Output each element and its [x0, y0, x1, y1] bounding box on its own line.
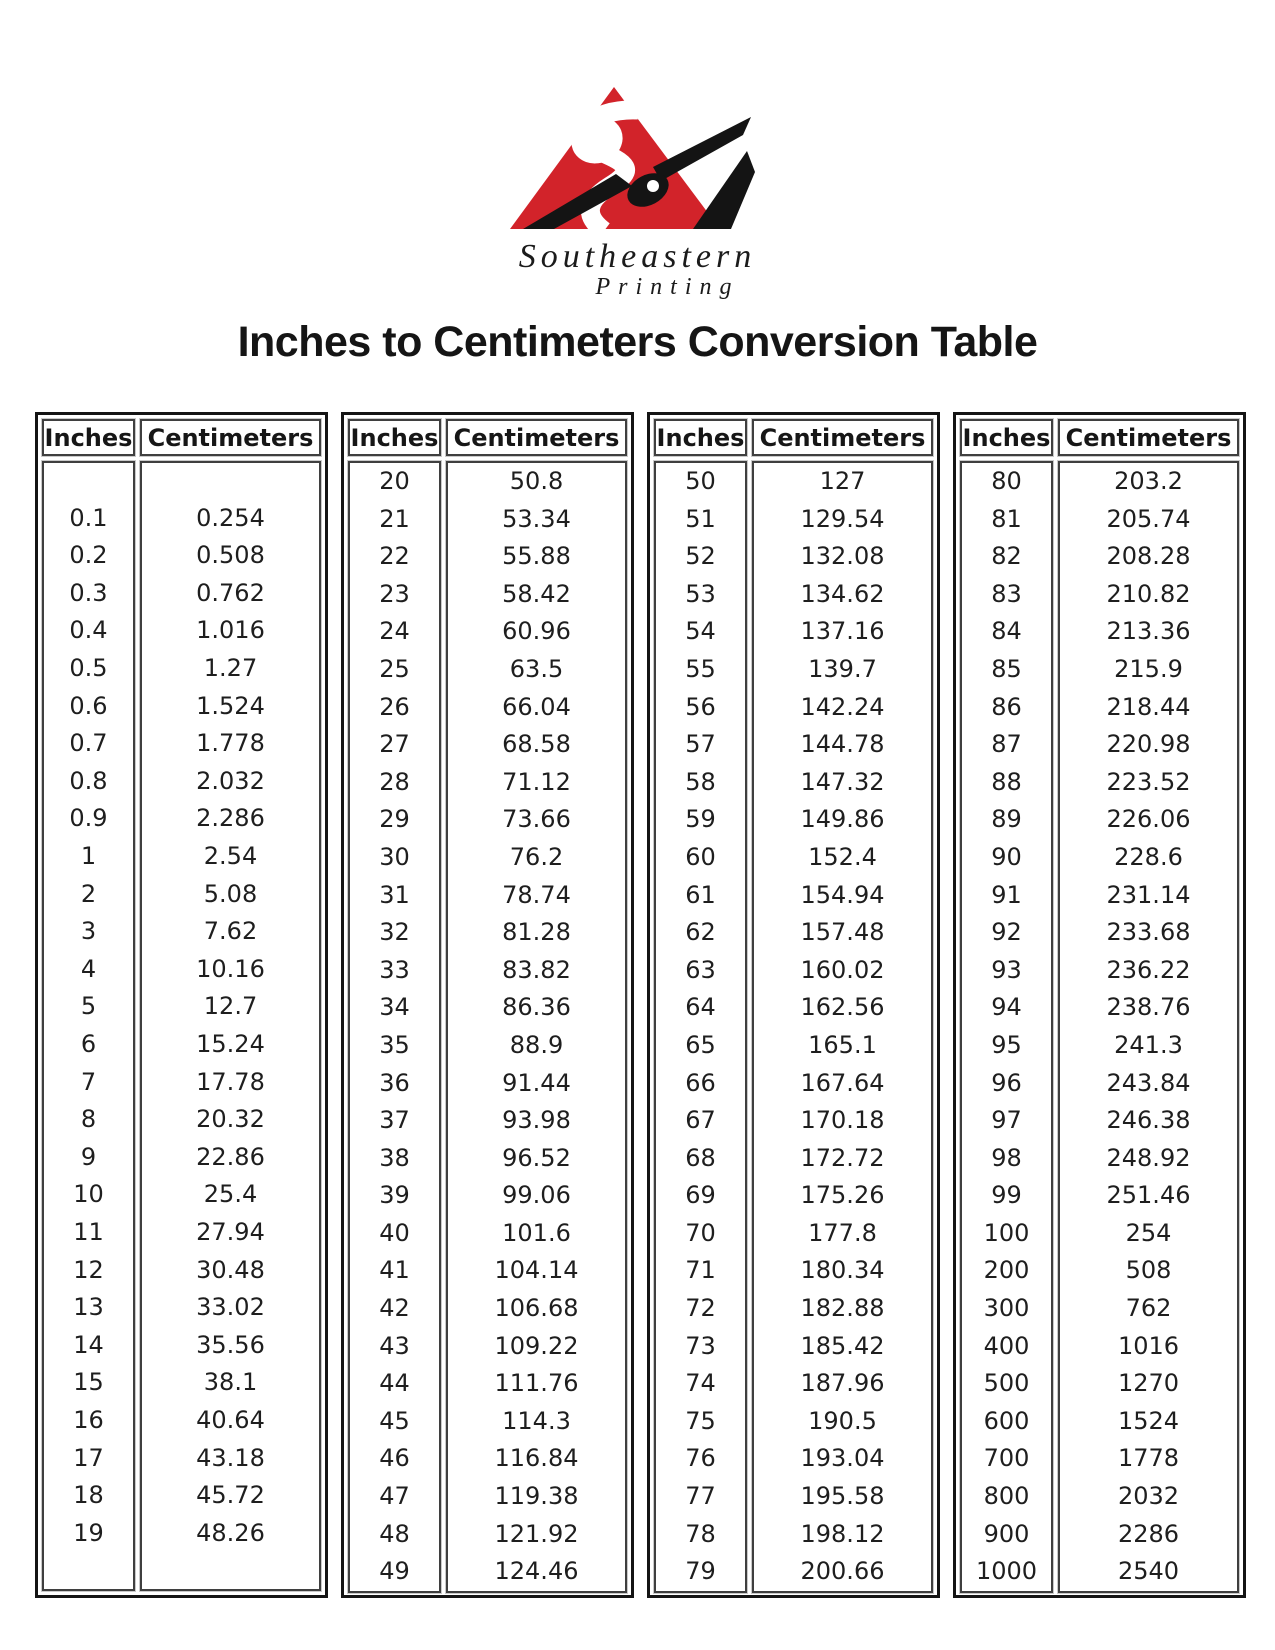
inches-value: 42	[379, 1294, 410, 1323]
inches-value: 700	[983, 1444, 1030, 1473]
inches-value: 0.9	[69, 804, 108, 833]
centimeters-value: 119.38	[494, 1482, 579, 1511]
logo-inner	[488, 68, 788, 300]
inches-value: 18	[73, 1481, 104, 1510]
centimeters-value: 762	[1125, 1294, 1172, 1323]
inches-value: 85	[991, 654, 1022, 683]
table-header-row	[960, 419, 1239, 456]
centimeters-value: 1524	[1117, 1406, 1180, 1435]
centimeters-value: 124.46	[494, 1557, 579, 1586]
inches-value: 68	[685, 1143, 716, 1172]
page-title: Inches to Centimeters Conversion Table	[237, 318, 1038, 366]
centimeters-value: 12.7	[203, 992, 258, 1021]
logo-tagline: Printing	[595, 274, 740, 300]
inches-value: 5	[80, 992, 97, 1021]
centimeters-value: 71.12	[502, 767, 571, 796]
inches-value: 45	[379, 1406, 410, 1435]
inches-value: 40	[379, 1218, 410, 1247]
inches-value: 500	[983, 1369, 1030, 1398]
centimeters-header: Centimeters	[140, 419, 321, 456]
centimeters-header: Centimeters	[1058, 419, 1239, 456]
inches-value: 10	[73, 1180, 104, 1209]
centimeters-value: 182.88	[800, 1294, 885, 1323]
centimeters-value: 30.48	[196, 1255, 265, 1284]
inches-value: 99	[991, 1181, 1022, 1210]
inches-value: 100	[983, 1218, 1030, 1247]
centimeters-value: 1.778	[196, 729, 265, 758]
centimeters-value: 233.68	[1106, 918, 1191, 947]
centimeters-value: 154.94	[800, 880, 885, 909]
inches-value: 0.6	[69, 691, 108, 720]
inches-value: 30	[379, 842, 410, 871]
inches-value: 9	[80, 1142, 97, 1171]
inches-header: Inches	[960, 419, 1053, 456]
inches-value: 0.2	[69, 541, 108, 570]
centimeters-header: Centimeters	[752, 419, 933, 456]
inches-value: 37	[379, 1106, 410, 1135]
centimeters-value: 2032	[1117, 1482, 1180, 1511]
centimeters-value: 248.92	[1106, 1143, 1191, 1172]
inches-value: 75	[685, 1406, 716, 1435]
centimeters-value: 152.4	[808, 842, 877, 871]
table-body-row	[348, 461, 627, 1593]
centimeters-value: 1270	[1117, 1369, 1180, 1398]
inches-value: 26	[379, 692, 410, 721]
centimeters-value: 193.04	[800, 1444, 885, 1473]
centimeters-value: 147.32	[800, 767, 885, 796]
centimeters-value: 20.32	[196, 1105, 265, 1134]
conversion-table-1	[35, 412, 328, 1598]
conversion-tables	[35, 412, 1246, 1598]
centimeters-value: 81.28	[502, 918, 571, 947]
inches-value: 0.5	[69, 654, 108, 683]
centimeters-value: 220.98	[1106, 730, 1191, 759]
centimeters-value: 76.2	[509, 842, 564, 871]
table-body-row	[960, 461, 1239, 1593]
inches-value: 64	[685, 993, 716, 1022]
inches-value: 2	[80, 879, 97, 908]
inches-value: 17	[73, 1443, 104, 1472]
inches-value: 61	[685, 880, 716, 909]
inches-value: 66	[685, 1068, 716, 1097]
logo-company-name: Southeastern	[518, 238, 757, 275]
centimeters-value: 1016	[1117, 1331, 1180, 1360]
inches-value: 93	[991, 955, 1022, 984]
inches-value: 47	[379, 1482, 410, 1511]
centimeters-value: 2.54	[203, 842, 258, 871]
centimeters-value: 50.8	[509, 467, 564, 495]
centimeters-value: 236.22	[1106, 955, 1191, 984]
inches-value: 39	[379, 1181, 410, 1210]
centimeters-value: 121.92	[494, 1519, 579, 1548]
inches-value: 79	[685, 1557, 716, 1586]
inches-value: 28	[379, 767, 410, 796]
centimeters-value: 195.58	[800, 1482, 885, 1511]
inches-value: 88	[991, 767, 1022, 796]
inches-value: 73	[685, 1331, 716, 1360]
inches-value: 0.7	[69, 729, 108, 758]
inches-column	[960, 461, 1053, 1593]
inches-value: 95	[991, 1030, 1022, 1059]
centimeters-value: 17.78	[196, 1067, 265, 1096]
centimeters-value: 203.2	[1114, 467, 1183, 495]
inches-value: 59	[685, 805, 716, 834]
inches-value: 82	[991, 542, 1022, 571]
centimeters-value: 40.64	[196, 1405, 265, 1434]
inches-value: 76	[685, 1444, 716, 1473]
inches-value: 22	[379, 542, 410, 571]
centimeters-value: 33.02	[196, 1293, 265, 1322]
inches-value: 94	[991, 993, 1022, 1022]
inches-header: Inches	[654, 419, 747, 456]
centimeters-value: 1.524	[196, 691, 265, 720]
centimeters-value: 10.16	[196, 954, 265, 983]
centimeters-value: 223.52	[1106, 767, 1191, 796]
inches-value: 16	[73, 1405, 104, 1434]
inches-value: 67	[685, 1106, 716, 1135]
centimeters-value: 114.3	[502, 1406, 571, 1435]
inches-value: 96	[991, 1068, 1022, 1097]
inches-value: 24	[379, 617, 410, 646]
centimeters-value: 228.6	[1114, 842, 1183, 871]
centimeters-value: 254	[1125, 1218, 1172, 1247]
inches-value: 58	[685, 767, 716, 796]
inches-value: 74	[685, 1369, 716, 1398]
inches-value: 54	[685, 617, 716, 646]
centimeters-value: 144.78	[800, 730, 885, 759]
centimeters-value: 238.76	[1106, 993, 1191, 1022]
centimeters-column	[1058, 461, 1239, 1593]
inches-value: 63	[685, 955, 716, 984]
inches-value: 8	[80, 1105, 97, 1134]
inches-value: 0.8	[69, 766, 108, 795]
table-header-row	[42, 419, 321, 456]
centimeters-value: 1.016	[196, 616, 265, 645]
centimeters-value: 116.84	[494, 1444, 579, 1473]
table-body-row	[42, 461, 321, 1591]
centimeters-value: 53.34	[502, 504, 571, 533]
centimeters-value: 134.62	[800, 579, 885, 608]
inches-value: 38	[379, 1143, 410, 1172]
inches-value: 87	[991, 730, 1022, 759]
centimeters-value: 157.48	[800, 918, 885, 947]
inches-value: 50	[685, 467, 716, 495]
conversion-table-4	[953, 412, 1246, 1598]
centimeters-value: 208.28	[1106, 542, 1191, 571]
inches-column	[654, 461, 747, 1593]
inches-column	[42, 461, 135, 1591]
inches-value: 78	[685, 1519, 716, 1548]
inches-value: 23	[379, 579, 410, 608]
centimeters-value: 185.42	[800, 1331, 885, 1360]
inches-value: 43	[379, 1331, 410, 1360]
centimeters-value: 210.82	[1106, 579, 1191, 608]
inches-value: 34	[379, 993, 410, 1022]
centimeters-value: 241.3	[1114, 1030, 1183, 1059]
centimeters-value: 99.06	[502, 1181, 571, 1210]
centimeters-value: 167.64	[800, 1068, 885, 1097]
inches-value: 98	[991, 1143, 1022, 1172]
centimeters-value: 180.34	[800, 1256, 885, 1285]
centimeters-value: 104.14	[494, 1256, 579, 1285]
inches-header: Inches	[348, 419, 441, 456]
table-body-row	[654, 461, 933, 1593]
centimeters-value: 215.9	[1114, 654, 1183, 683]
inches-value: 11	[73, 1217, 104, 1246]
centimeters-value: 93.98	[502, 1106, 571, 1135]
centimeters-value: 198.12	[800, 1519, 885, 1548]
inches-value: 35	[379, 1030, 410, 1059]
centimeters-value: 205.74	[1106, 504, 1191, 533]
inches-value: 70	[685, 1218, 716, 1247]
inches-value: 69	[685, 1181, 716, 1210]
inches-header: Inches	[42, 419, 135, 456]
inches-value: 86	[991, 692, 1022, 721]
centimeters-value: 2540	[1117, 1557, 1180, 1586]
inches-value: 44	[379, 1369, 410, 1398]
inches-value: 57	[685, 730, 716, 759]
centimeters-value: 66.04	[502, 692, 571, 721]
southeastern-printing-logo	[0, 68, 1275, 300]
inches-value: 14	[73, 1330, 104, 1359]
centimeters-value: 25.4	[203, 1180, 258, 1209]
inches-value: 49	[379, 1557, 410, 1586]
centimeters-value: 83.82	[502, 955, 571, 984]
inches-value: 19	[73, 1518, 104, 1547]
centimeters-value: 96.52	[502, 1143, 571, 1172]
centimeters-value: 213.36	[1106, 617, 1191, 646]
inches-value: 400	[983, 1331, 1030, 1360]
inches-value: 0.3	[69, 578, 108, 607]
inches-value: 72	[685, 1294, 716, 1323]
inches-value: 3	[80, 917, 97, 946]
inches-value: 52	[685, 542, 716, 571]
inches-value: 60	[685, 842, 716, 871]
centimeters-value: 162.56	[800, 993, 885, 1022]
centimeters-value: 60.96	[502, 617, 571, 646]
centimeters-value: 187.96	[800, 1369, 885, 1398]
inches-value: 12	[73, 1255, 104, 1284]
centimeters-value: 48.26	[196, 1518, 265, 1547]
inches-value: 1000	[975, 1557, 1038, 1586]
centimeters-value: 190.5	[808, 1406, 877, 1435]
inches-value: 4	[80, 954, 97, 983]
centimeters-value: 132.08	[800, 542, 885, 571]
centimeters-value: 142.24	[800, 692, 885, 721]
inches-value: 25	[379, 654, 410, 683]
inches-value: 0.1	[69, 503, 108, 532]
centimeters-value: 38.1	[203, 1368, 258, 1397]
centimeters-value: 2.286	[196, 804, 265, 833]
centimeters-value: 5.08	[203, 879, 258, 908]
inches-value: 41	[379, 1256, 410, 1285]
inches-value: 84	[991, 617, 1022, 646]
centimeters-value: 86.36	[502, 993, 571, 1022]
centimeters-value: 7.62	[203, 917, 258, 946]
centimeters-value: 88.9	[509, 1030, 564, 1059]
centimeters-value: 200.66	[800, 1557, 885, 1586]
centimeters-value: 129.54	[800, 504, 885, 533]
inches-value: 90	[991, 842, 1022, 871]
inches-value: 51	[685, 504, 716, 533]
centimeters-value: 218.44	[1106, 692, 1191, 721]
centimeters-value: 91.44	[502, 1068, 571, 1097]
centimeters-value: 106.68	[494, 1294, 579, 1323]
centimeters-value: 73.66	[502, 805, 571, 834]
centimeters-value: 22.86	[196, 1142, 265, 1171]
inches-value: 83	[991, 579, 1022, 608]
centimeters-column	[752, 461, 933, 1593]
inches-value: 33	[379, 955, 410, 984]
centimeters-value: 177.8	[808, 1218, 877, 1247]
centimeters-value: 43.18	[196, 1443, 265, 1472]
inches-value: 600	[983, 1406, 1030, 1435]
logo-mark-icon	[498, 68, 778, 238]
centimeters-value: 111.76	[494, 1369, 579, 1398]
inches-value: 91	[991, 880, 1022, 909]
inches-value: 92	[991, 918, 1022, 947]
inches-value: 81	[991, 504, 1022, 533]
inches-value: 300	[983, 1294, 1030, 1323]
centimeters-value: 35.56	[196, 1330, 265, 1359]
inches-value: 80	[991, 467, 1022, 495]
centimeters-value: 231.14	[1106, 880, 1191, 909]
centimeters-value: 160.02	[800, 955, 885, 984]
centimeters-value: 139.7	[808, 654, 877, 683]
centimeters-value: 15.24	[196, 1030, 265, 1058]
centimeters-value: 101.6	[502, 1218, 571, 1247]
centimeters-value: 0.762	[196, 578, 265, 607]
centimeters-value: 63.5	[509, 654, 564, 683]
centimeters-value: 170.18	[800, 1106, 885, 1135]
inches-value: 55	[685, 654, 716, 683]
inches-value: 200	[983, 1256, 1030, 1285]
inches-value: 32	[379, 918, 410, 947]
conversion-table-2	[341, 412, 634, 1598]
inches-value: 36	[379, 1068, 410, 1097]
inches-value: 48	[379, 1519, 410, 1548]
inches-value: 31	[379, 880, 410, 909]
inches-value: 62	[685, 918, 716, 947]
inches-column	[348, 461, 441, 1593]
centimeters-value: 127	[819, 467, 866, 495]
centimeters-value: 58.42	[502, 579, 571, 608]
inches-value: 29	[379, 805, 410, 834]
inches-value: 6	[80, 1030, 97, 1058]
centimeters-column	[140, 461, 321, 1591]
inches-value: 21	[379, 504, 410, 533]
centimeters-value: 109.22	[494, 1331, 579, 1360]
inches-value: 65	[685, 1030, 716, 1059]
inches-value: 46	[379, 1444, 410, 1473]
centimeters-value: 2286	[1117, 1519, 1180, 1548]
centimeters-value: 27.94	[196, 1217, 265, 1246]
centimeters-value: 508	[1125, 1256, 1172, 1285]
inches-value: 77	[685, 1482, 716, 1511]
centimeters-value: 1778	[1117, 1444, 1180, 1473]
centimeters-header: Centimeters	[446, 419, 627, 456]
inches-value: 27	[379, 730, 410, 759]
inches-value: 7	[80, 1067, 97, 1096]
centimeters-value: 172.72	[800, 1143, 885, 1172]
centimeters-value: 137.16	[800, 617, 885, 646]
inches-value: 800	[983, 1482, 1030, 1511]
centimeters-value: 2.032	[196, 766, 265, 795]
centimeters-value: 78.74	[502, 880, 571, 909]
centimeters-value: 243.84	[1106, 1068, 1191, 1097]
centimeters-value: 0.254	[196, 503, 265, 532]
centimeters-value: 226.06	[1106, 805, 1191, 834]
inches-value: 900	[983, 1519, 1030, 1548]
inches-value: 13	[73, 1293, 104, 1322]
centimeters-value: 0.508	[196, 541, 265, 570]
inches-value: 71	[685, 1256, 716, 1285]
conversion-table-3	[647, 412, 940, 1598]
centimeters-value: 149.86	[800, 805, 885, 834]
centimeters-value: 175.26	[800, 1181, 885, 1210]
inches-value: 20	[379, 467, 410, 495]
centimeters-value: 68.58	[502, 730, 571, 759]
inches-value: 0.4	[69, 616, 108, 645]
centimeters-value: 45.72	[196, 1481, 265, 1510]
table-header-row	[654, 419, 933, 456]
inches-value: 97	[991, 1106, 1022, 1135]
inches-value: 53	[685, 579, 716, 608]
centimeters-value: 165.1	[808, 1030, 877, 1059]
centimeters-value: 55.88	[502, 542, 571, 571]
centimeters-column	[446, 461, 627, 1593]
inches-value: 56	[685, 692, 716, 721]
centimeters-value: 1.27	[203, 654, 258, 683]
inches-value: 89	[991, 805, 1022, 834]
inches-value: 15	[73, 1368, 104, 1397]
inches-value: 1	[80, 842, 97, 871]
centimeters-value: 246.38	[1106, 1106, 1191, 1135]
centimeters-value: 251.46	[1106, 1181, 1191, 1210]
table-header-row	[348, 419, 627, 456]
